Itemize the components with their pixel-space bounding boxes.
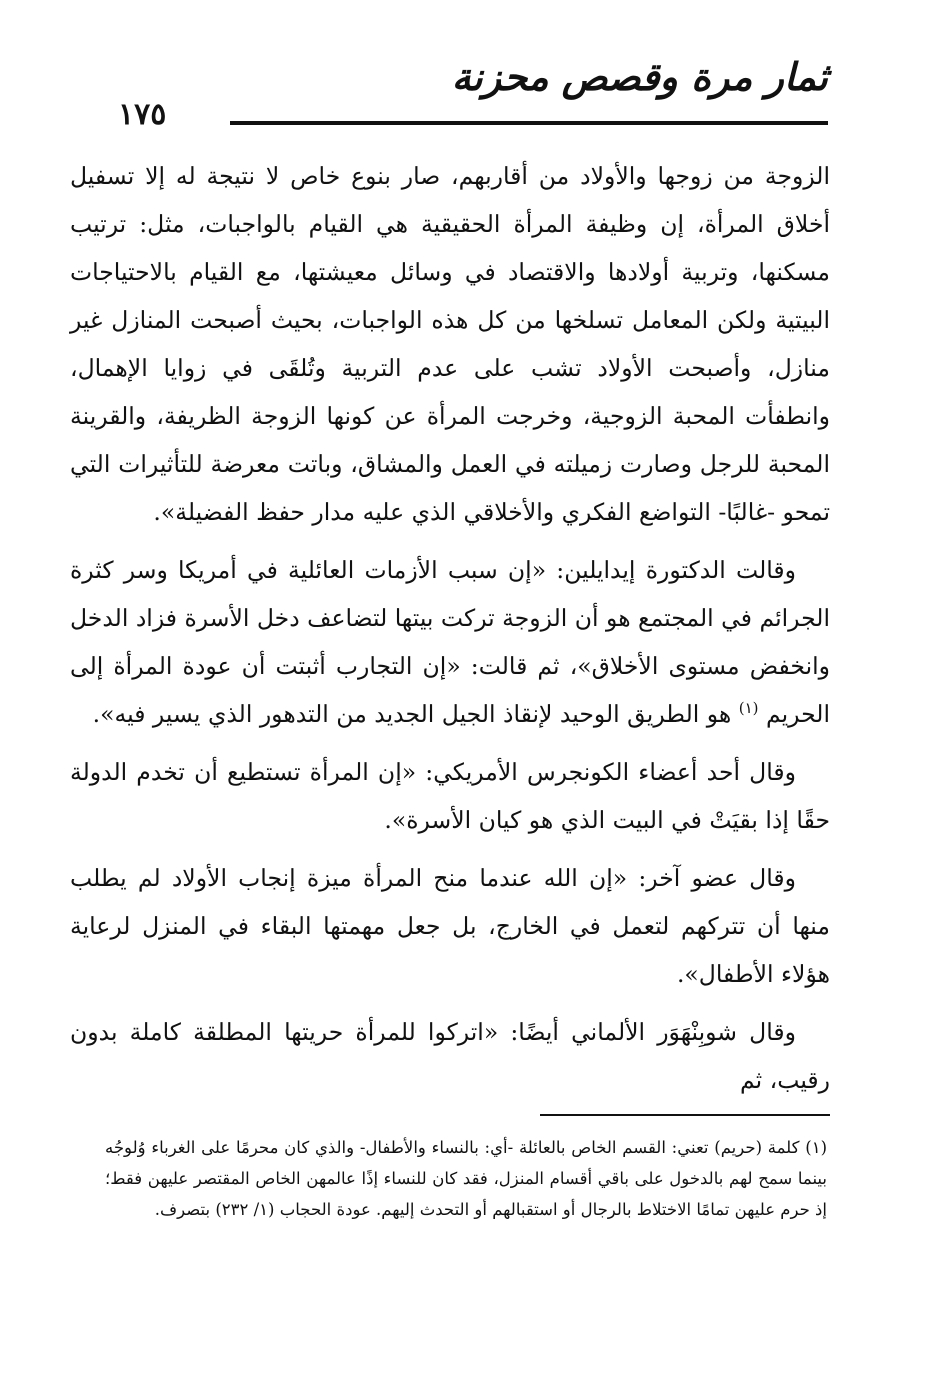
paragraph-2-text-b: هو الطريق الوحيد لإنقاذ الجيل الجديد من التدهور الذي يسير فيه». [92,700,739,728]
footnote-reference: (١) [738,699,759,718]
main-text [70,152,830,1114]
paragraph-2 [70,546,830,738]
footnote-1: (١) كلمة (حريم) تعني: القسم الخاص بالعائلة -أي: بالنساء والأطفال- والذي كان محرمًا على الغرباء وُلوجُه بينما سمح لهم بالدخول على باقي أقسام المنزل، فقد كان للنساء إذًا عالمهن الخاص المقتصر عليهن فقط؛ إذ حرم عليهن تمامًا الاختلاط بالرجال أو استقبالهم أو التحدث إليهم. عودة الحجاب (١/ ٢٣٢) بتصرف. [105,1138,827,1219]
header-rule [230,121,828,125]
footnotes [105,1132,827,1225]
paragraph-4: وقال عضو آخر: «إن الله عندما منح المرأة ميزة إنجاب الأولاد لم يطلب منها أن تتركهم لتعمل في الخارج، بل جعل مهمتها البقاء في المنزل لرعاية هؤلاء الأطفال». [70,864,830,988]
paragraph-2-text-a: وقالت الدكتورة إيدايلين: «إن سبب الأزمات العائلية في أمريكا وسر كثرة الجرائم في المجتمع هو أن الزوجة تركت بيتها لتضاعف دخل الأسرة فزاد الدخل وانخفض مستوى الأخلاق»، ثم قالت: «إن التجارب أثبتت أن عودة المرأة إلى الحريم [70,556,830,728]
paragraph-5: وقال شوبِنْهَوَر الألماني أيضًا: «اتركوا للمرأة حريتها المطلقة كاملة بدون رقيب، ثم [70,1018,830,1094]
page-number: ١٧٥ [118,97,167,132]
paragraph-3: وقال أحد أعضاء الكونجرس الأمريكي: «إن المرأة تستطيع أن تخدم الدولة حقًا إذا بقيَتْ في البيت الذي هو كيان الأسرة». [70,758,830,834]
book-title: ثمار مرة وقصص محزنة [451,54,828,99]
paragraph-1: الزوجة من زوجها والأولاد من أقاربهم، صار بنوع خاص لا نتيجة له إلا تسفيل أخلاق المرأة، إن وظيفة المرأة الحقيقية هي القيام بالواجبات، مثل: ترتيب مسكنها، وتربية أولادها والاقتصاد في وسائل معيشتها، مع القيام بالاحتياجات البيتية ولكن المعامل تسلخها من كل هذه الواجبات، بحيث أصبحت المنازل غير منازل، وأصبحت الأولاد تشب على عدم التربية وتُلقَى في زوايا الإهمال، وانطفأت المحبة الزوجية، وخرجت المرأة عن كونها الزوجة الظريفة، والقرينة المحبة للرجل وصارت زميلته في العمل والمشاق، وباتت معرضة للتأثيرات التي تمحو -غالبًا- التواضع الفكري والأخلاقي الذي عليه مدار حفظ الفضيلة». [70,162,830,526]
footnote-separator [540,1114,830,1116]
page-header [118,52,828,137]
